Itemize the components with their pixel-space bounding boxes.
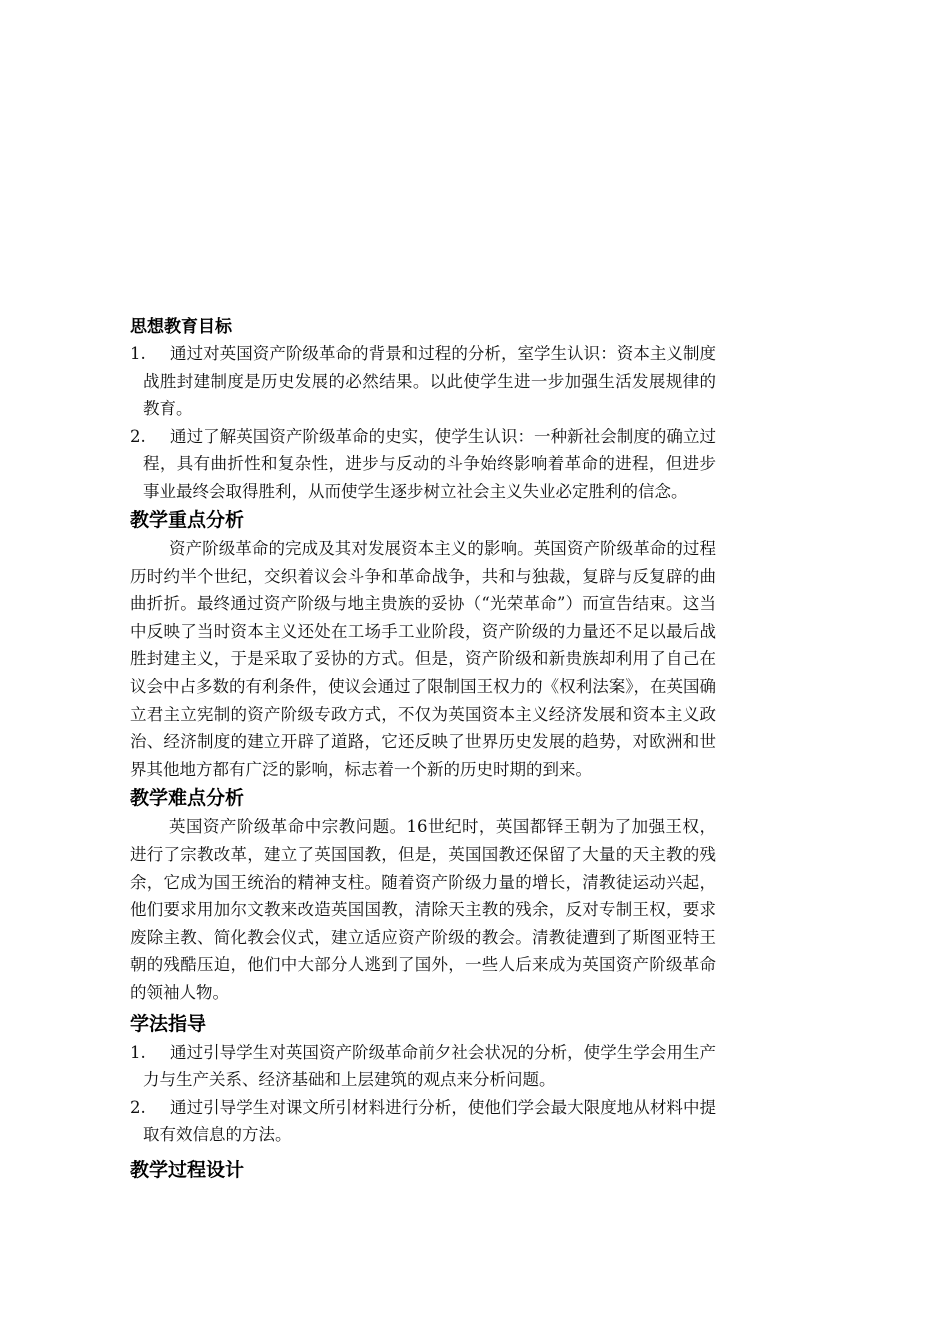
section-heading-study-guidance: 学法指导: [130, 1012, 207, 1035]
key-points-paragraph: 资产阶级革命的完成及其对发展资本主义的影响。英国资产阶级革命的过程历时约半个世纪，交织着议会斗争和革命战争，共和与独裁，复辟与反复辟的曲曲折折。最终通过资产阶级与地主贵族的妥协（“光荣革命”）而宣告结束。这当中反映了当时资本主义还处在工场手工业阶段，资产阶级的力量还不足以最后战胜封建主义，于是采取了妥协的方式。但是，资产阶级和新贵族却利用了自己在议会中占多数的有利条件，使议会通过了限制国王权力的《权利法案》，在英国确立君主立宪制的资产阶级专政方式，不仅为英国资本主义经济发展和资本主义政治、经济制度的建立开辟了道路，它还反映了世界历史发展的趋势，对欧洲和世界其他地方都有广泛的影响，标志着一个新的历史时期的到来。: [130, 539, 716, 779]
list-item-text: 通过引导学生对英国资产阶级革命前夕社会状况的分析，使学生学会用生产力与生产关系、经济基础和上层建筑的观点来分析问题。: [143, 1042, 716, 1089]
list-item: [130, 340, 716, 423]
list-item-number: 2.: [130, 426, 146, 446]
list-item-text: 通过了解英国资产阶级革命的史实，使学生认识：一种新社会制度的确立过程，具有曲折性和复杂性，进步与反动的斗争始终影响着革命的进程，但进步事业最终会取得胜利，从而使学生逐步树立社会主义失业必定胜利的信念。: [143, 426, 716, 501]
ideological-goals-list: [130, 340, 716, 505]
section-heading-key-points: 教学重点分析: [130, 509, 245, 531]
list-item-number: 1.: [130, 344, 146, 363]
difficult-points-paragraph: 英国资产阶级革命中宗教问题。16世纪时，英国都铎王朝为了加强王权，进行了宗教改革，建立了英国国教，但是，英国国教还保留了大量的天主教的残余，它成为国王统治的精神支柱。随着资产阶级力量的增长，清教徒运动兴起，他们要求用加尔文教来改造英国国教，清除天主教的残余，反对专制王权，要求废除主教、简化教会仪式，建立适应资产阶级的教会。清教徒遭到了斯图亚特王朝的残酷压迫，他们中大部分人逃到了国外，一些人后来成为英国资产阶级革命的领袖人物。: [130, 817, 716, 1002]
study-guidance-list: [130, 1039, 716, 1149]
list-item: [130, 1039, 716, 1094]
section-heading-process-design: 教学过程设计: [130, 1158, 245, 1181]
list-item: [130, 1094, 716, 1149]
list-item-text: 通过引导学生对课文所引材料进行分析，使他们学会最大限度地从材料中提取有效信息的方法。: [143, 1097, 716, 1144]
list-item-number: 2.: [130, 1097, 146, 1117]
section-heading-difficult-points: 教学难点分析: [130, 787, 245, 810]
section-heading-ideological-goals: 思想教育目标: [130, 317, 232, 337]
list-item: [130, 423, 716, 506]
list-item-number: 1.: [130, 1042, 146, 1062]
document-body: [130, 314, 716, 1185]
list-item-text: 通过对英国资产阶级革命的背景和过程的分析，室学生认识：资本主义制度战胜封建制度是历史发展的必然结果。以此使学生进一步加强生活发展规律的教育。: [143, 344, 716, 418]
